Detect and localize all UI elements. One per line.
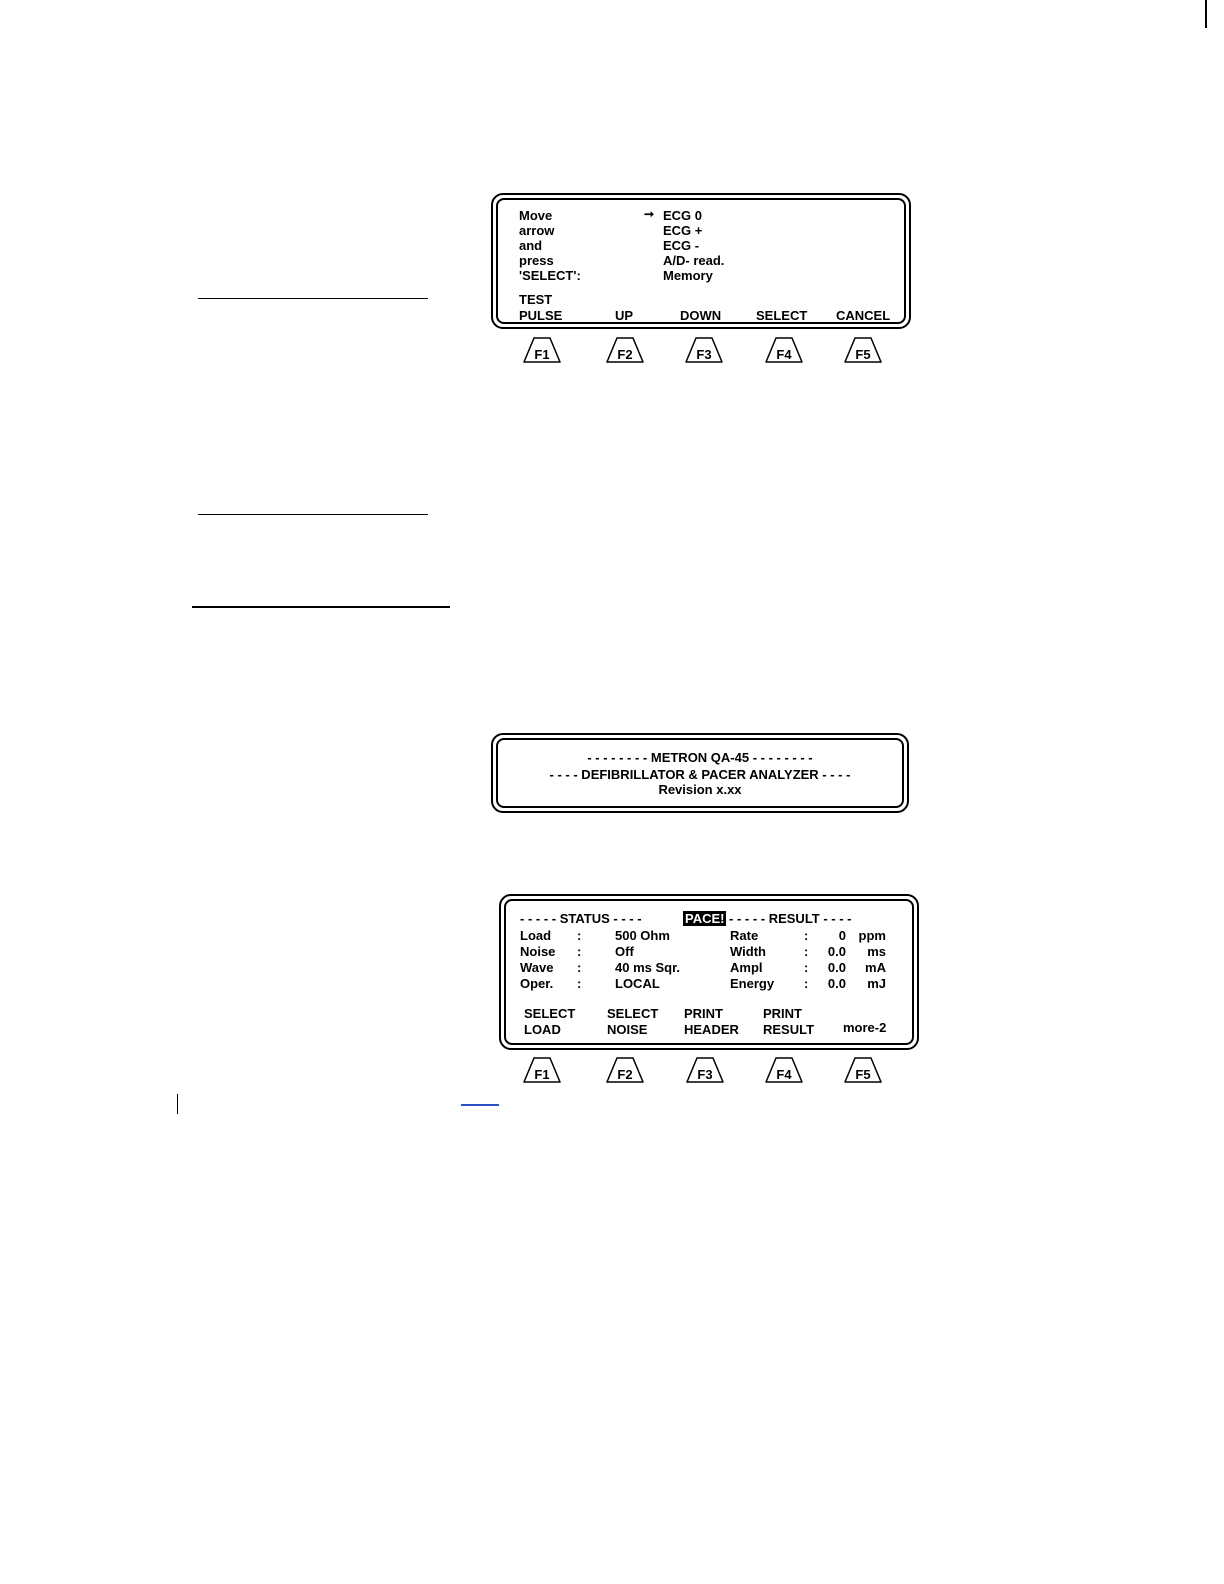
f1-key-label: F1 — [534, 1067, 550, 1082]
status-value-load: 500 Ohm — [615, 928, 670, 943]
status-label-noise: Noise — [520, 944, 556, 959]
result-label-ampl: Ampl — [730, 960, 763, 975]
f3-key[interactable] — [685, 1056, 725, 1084]
softkey-label-more-2: more-2 — [843, 1020, 887, 1035]
menu-item-ecg-minus[interactable]: ECG - — [663, 238, 700, 253]
softkey-label-select: SELECT — [756, 308, 808, 323]
status-label-wave: Wave — [520, 960, 554, 975]
banner-line-model: - - - - - - - - METRON QA-45 - - - - - - - - — [587, 750, 813, 765]
result-label-energy: Energy — [730, 976, 775, 991]
menu-item-memory[interactable]: Memory — [663, 268, 713, 283]
softkey-label-select-noise-1: SELECT — [607, 1006, 659, 1021]
instruction-line-3: and — [519, 238, 543, 253]
status-value-wave: 40 ms Sqr. — [615, 960, 681, 975]
f2-key-label: F2 — [617, 1067, 633, 1082]
left-rule-2 — [198, 514, 428, 515]
left-rule-3 — [192, 606, 450, 608]
softkey-label-print-result-2: RESULT — [763, 1022, 815, 1037]
f2-key-label: F2 — [617, 347, 633, 362]
softkey-label-print-result-1: PRINT — [763, 1006, 802, 1021]
result-sep: : — [804, 944, 809, 959]
status-sep: : — [577, 960, 582, 975]
softkey-label-select-load-2: LOAD — [524, 1022, 561, 1037]
status-header-right: - - - - - RESULT - - - - — [729, 911, 852, 926]
result-sep: : — [804, 976, 809, 991]
menu-item-ecg-0[interactable]: ECG 0 — [663, 208, 703, 223]
f1-key[interactable] — [522, 1056, 562, 1084]
result-value-rate: 0 — [838, 928, 846, 943]
menu-item-ad-read[interactable]: A/D- read. — [663, 253, 725, 268]
instruction-line-4: press — [519, 253, 554, 268]
f4-key[interactable] — [764, 1056, 804, 1084]
softkey-label-select-load-1: SELECT — [524, 1006, 576, 1021]
f5-key-label: F5 — [855, 347, 871, 362]
banner-line-device: - - - - DEFIBRILLATOR & PACER ANALYZER - - - - — [549, 767, 851, 782]
mode-badge — [683, 911, 726, 926]
status-sep: : — [577, 944, 582, 959]
f4-key[interactable] — [764, 336, 804, 364]
status-value-oper: LOCAL — [615, 976, 660, 991]
result-label-width: Width — [730, 944, 766, 959]
result-unit-energy: mJ — [867, 976, 886, 991]
instruction-line-5: 'SELECT': — [519, 268, 581, 283]
instruction-line-1: Move — [519, 208, 553, 223]
instruction-line-2: arrow — [519, 223, 555, 238]
mode-badge-text: PACE! — [685, 911, 725, 926]
result-unit-ampl: mA — [865, 960, 886, 975]
softkey-label-pulse: PULSE — [519, 308, 563, 323]
f5-key[interactable] — [843, 1056, 883, 1084]
status-label-oper: Oper. — [520, 976, 554, 991]
result-sep: : — [804, 928, 809, 943]
softkey-label-down: DOWN — [680, 308, 722, 323]
f3-key-label: F3 — [696, 347, 712, 362]
f3-key-label: F3 — [697, 1067, 713, 1082]
banner-line-revision: Revision x.xx — [658, 782, 742, 797]
selection-arrow-icon: ➞ — [644, 207, 655, 221]
softkey-label-print-header-2: HEADER — [684, 1022, 739, 1037]
f3-key[interactable] — [684, 336, 724, 364]
status-sep: : — [577, 976, 582, 991]
margin-bar-top — [1205, 0, 1207, 28]
softkey-label-cancel: CANCEL — [836, 308, 891, 323]
softkey-label-up: UP — [615, 308, 634, 323]
left-rule-1 — [198, 298, 428, 299]
softkey-label-print-header-1: PRINT — [684, 1006, 723, 1021]
status-header-left: - - - - - STATUS - - - - — [520, 911, 642, 926]
f1-key[interactable] — [522, 336, 562, 364]
f4-key-label: F4 — [776, 1067, 792, 1082]
change-bar — [177, 1094, 178, 1114]
result-value-width: 0.0 — [827, 944, 846, 959]
f4-key-label: F4 — [776, 347, 792, 362]
result-value-energy: 0.0 — [827, 976, 846, 991]
menu-item-ecg-plus[interactable]: ECG + — [663, 223, 703, 238]
status-value-noise: Off — [615, 944, 634, 959]
link-underline[interactable] — [461, 1104, 499, 1106]
f2-key[interactable] — [605, 336, 645, 364]
softkey-label-select-noise-2: NOISE — [607, 1022, 648, 1037]
status-sep: : — [577, 928, 582, 943]
f2-key[interactable] — [605, 1056, 645, 1084]
f5-key[interactable] — [843, 336, 883, 364]
f1-key-label: F1 — [534, 347, 550, 362]
result-unit-width: ms — [867, 944, 886, 959]
result-unit-rate: ppm — [858, 928, 886, 943]
f5-key-label: F5 — [855, 1067, 871, 1082]
status-label-load: Load — [520, 928, 552, 943]
result-sep: : — [804, 960, 809, 975]
result-label-rate: Rate — [730, 928, 759, 943]
softkey-label-test: TEST — [519, 292, 553, 307]
result-value-ampl: 0.0 — [827, 960, 846, 975]
